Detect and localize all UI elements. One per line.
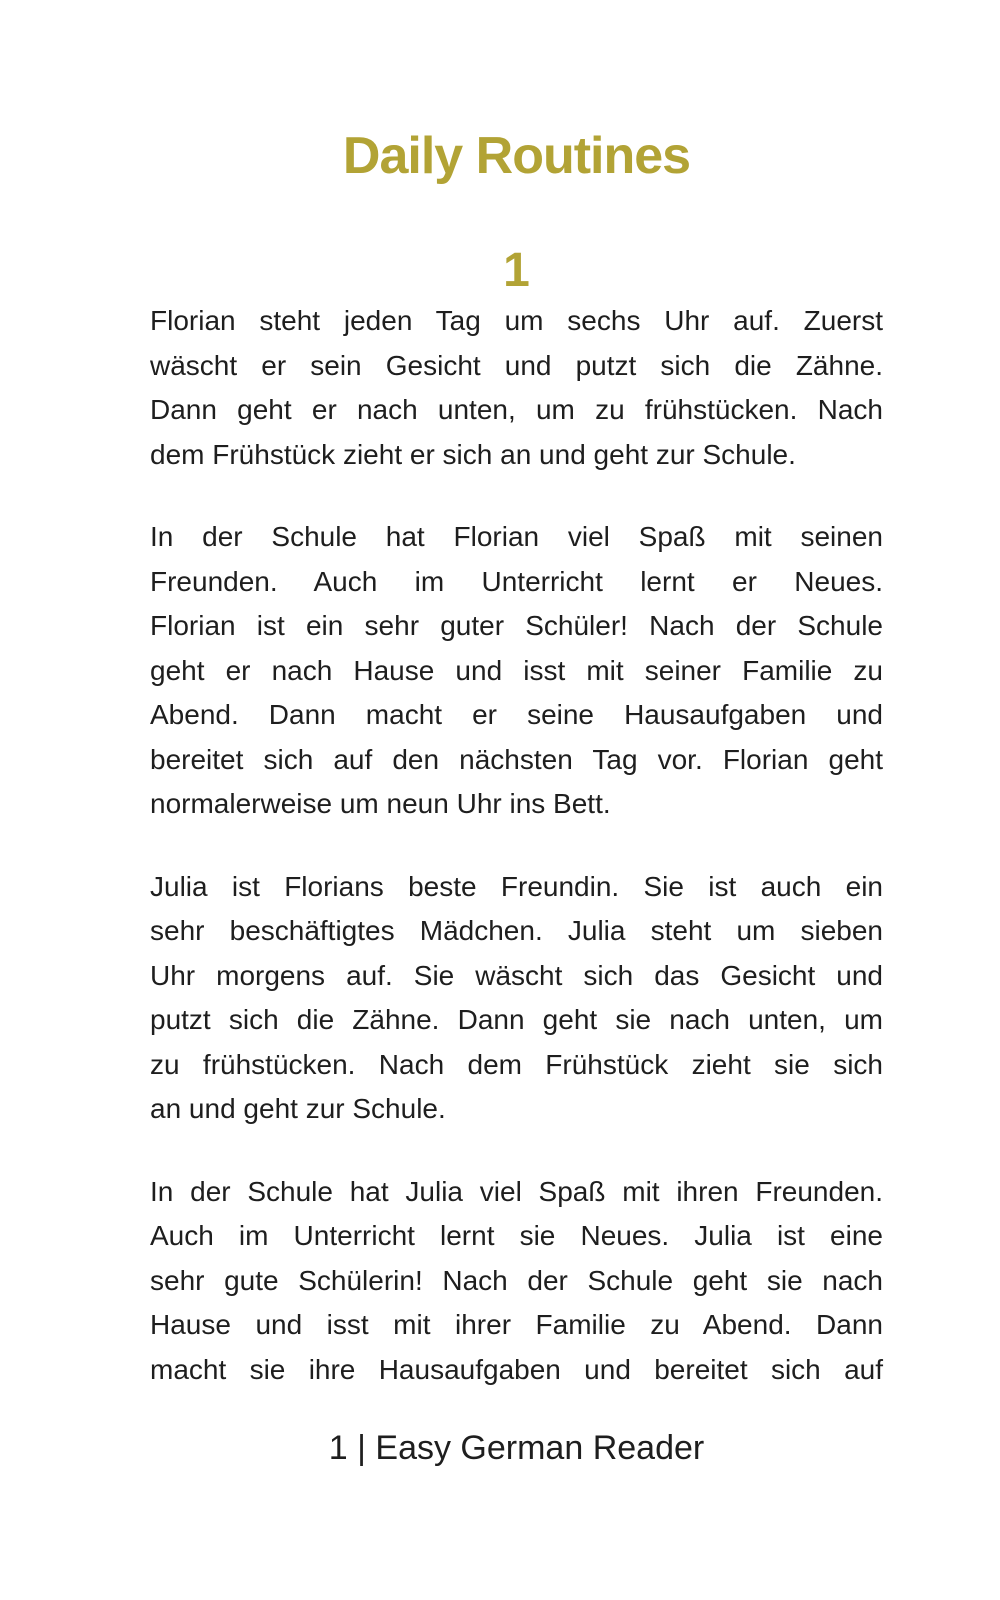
text-line: Freunden. Auch im Unterricht lernt er Neues. bbox=[150, 565, 883, 597]
text-line: Florian ist ein sehr guter Schüler! Nach der Schule bbox=[150, 610, 883, 641]
paragraph bbox=[150, 1170, 883, 1393]
text-line: Hause und isst mit ihrer Familie zu Abend. Dann bbox=[150, 1309, 883, 1340]
text-line: Abend. Dann macht er seine Hausaufgaben und bbox=[150, 699, 883, 730]
text-line: normalerweise um neun Uhr ins Bett. bbox=[150, 788, 611, 819]
paragraph bbox=[150, 515, 883, 827]
paragraph bbox=[150, 299, 883, 477]
story-text bbox=[150, 299, 883, 1392]
page-title: Daily Routines bbox=[342, 127, 691, 185]
text-line: sehr gute Schülerin! Nach der Schule geht sie nach bbox=[150, 1264, 883, 1296]
text-line: putzt sich die Zähne. Dann geht sie nach unten, um bbox=[150, 1004, 883, 1035]
text-line: Uhr morgens auf. Sie wäscht sich das Gesicht und bbox=[150, 959, 883, 991]
text-line: sehr beschäftigtes Mädchen. Julia steht um sieben bbox=[150, 915, 883, 946]
paragraph bbox=[150, 865, 883, 1132]
text-line: Auch im Unterricht lernt sie Neues. Julia ist eine bbox=[150, 1220, 883, 1251]
chapter-number: 1 bbox=[503, 244, 530, 297]
text-line: wäscht er sein Gesicht und putzt sich die Zähne. bbox=[150, 349, 883, 381]
text-line: In der Schule hat Florian viel Spaß mit seinen bbox=[150, 521, 883, 552]
text-line: Dann geht er nach unten, um zu frühstücken. Nach bbox=[150, 394, 883, 425]
text-line: In der Schule hat Julia viel Spaß mit ihren Freunden. bbox=[150, 1175, 883, 1207]
text-line: Julia ist Florians beste Freundin. Sie ist auch ein bbox=[150, 870, 883, 902]
text-line: an und geht zur Schule. bbox=[150, 1093, 446, 1124]
text-line: dem Frühstück zieht er sich an und geht zur Schule. bbox=[150, 438, 796, 470]
text-line: bereitet sich auf den nächsten Tag vor. Florian geht bbox=[150, 743, 883, 775]
text-line: geht er nach Hause und isst mit seiner Familie zu bbox=[150, 654, 883, 686]
text-line: macht sie ihre Hausaufgaben und bereitet sich auf bbox=[150, 1353, 883, 1385]
text-line: zu frühstücken. Nach dem Frühstück zieht sie sich bbox=[150, 1048, 883, 1080]
text-line: Florian steht jeden Tag um sechs Uhr auf. Zuerst bbox=[150, 305, 883, 336]
page-footer: 1 | Easy German Reader bbox=[328, 1429, 705, 1467]
